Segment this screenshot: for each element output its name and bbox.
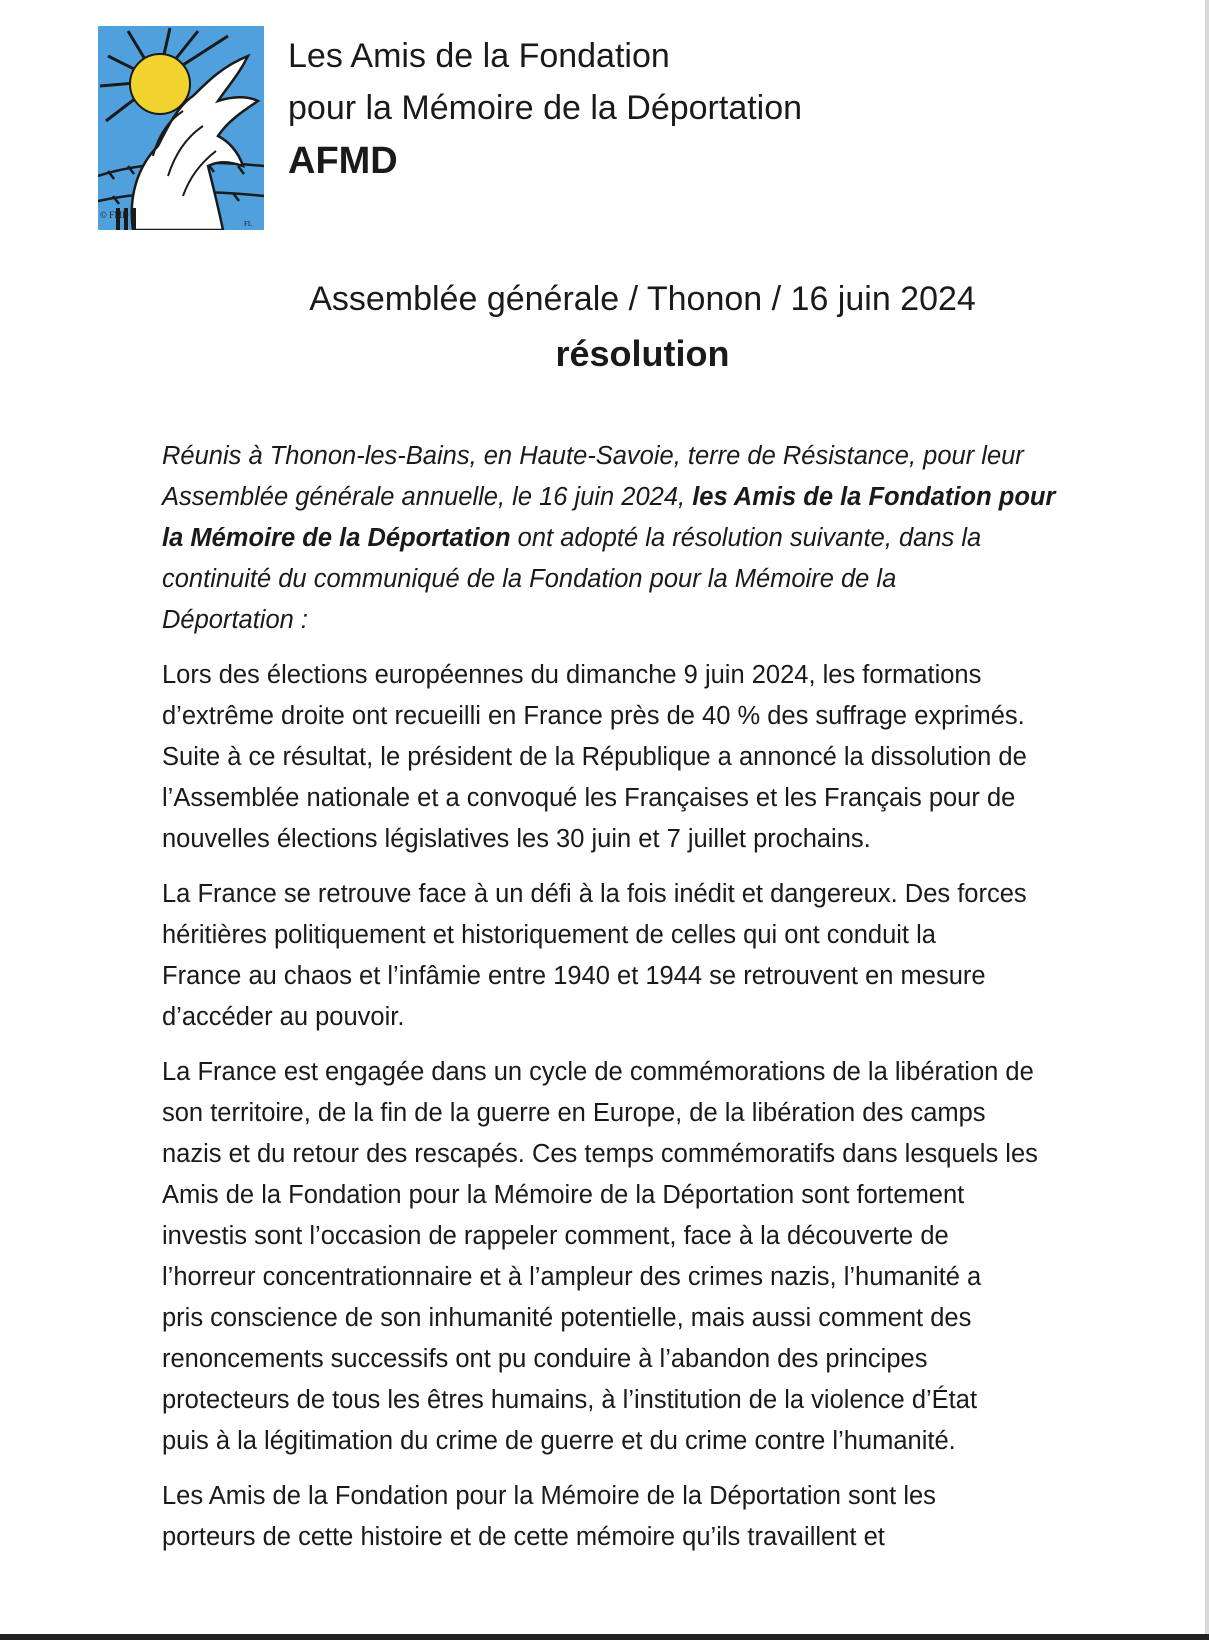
paragraph-line: La France se retrouve face à un défi à la fois inédit et dangereux. Des forces [162,880,1027,908]
org-acronym: AFMD [288,140,398,182]
paragraph-line: porteurs de cette histoire et de cette mémoire qu’ils travaillent et [162,1523,885,1551]
paragraph-line [162,518,1147,559]
paragraph-line: nouvelles élections législatives les 30 juin et 7 juillet prochains. [162,825,871,853]
paragraph-line: d’extrême droite ont recueilli en France près de 40 % des suffrage exprimés. [162,702,1025,730]
logo-signature-label: FL [244,220,253,228]
paragraph-2 [162,655,1147,860]
paragraph-bold-text: les Amis de la Fondation pour [692,483,1056,511]
paragraph-line: Amis de la Fondation pour la Mémoire de la Déportation sont fortement [162,1181,965,1209]
paragraph-3 [162,874,1147,1038]
paragraph-line: son territoire, de la fin de la guerre en Europe, de la libération des camps [162,1099,986,1127]
paragraph-text: ont adopté la résolution suivante, dans la [510,524,982,552]
paragraph-line: Réunis à Thonon-les-Bains, en Haute-Savoie, terre de Résistance, pour leur [162,442,1024,470]
paragraph-5 [162,1476,1147,1558]
paragraph-line: France au chaos et l’infâmie entre 1940 et 1944 se retrouvent en mesure [162,962,986,990]
paragraph-line: investis sont l’occasion de rappeler comment, face à la découverte de [162,1222,949,1250]
paragraph-line: continuité du communiqué de la Fondation pour la Mémoire de la [162,565,897,593]
paragraph-line: pris conscience de son inhumanité potentielle, mais aussi comment des [162,1304,972,1332]
paragraph-line: Les Amis de la Fondation pour la Mémoire de la Déportation sont les [162,1482,936,1510]
paragraph-line: d’accéder au pouvoir. [162,1003,405,1031]
paragraph-line: La France est engagée dans un cycle de commémorations de la libération de [162,1058,1034,1086]
paragraph-line: Lors des élections européennes du dimanche 9 juin 2024, les formations [162,661,982,689]
paragraph-line: nazis et du retour des rescapés. Ces temps commémoratifs dans lesquels les [162,1140,1038,1168]
paragraph-line: protecteurs de tous les êtres humains, à l’institution de la violence d’État [162,1386,978,1414]
paragraph-4 [162,1052,1147,1462]
paragraph-line: l’Assemblée nationale et a convoqué les Françaises et les Français pour de [162,784,1016,812]
paragraph-1 [162,436,1147,641]
afmd-logo-icon [98,26,264,230]
title-subtitle: résolution [555,333,730,374]
org-name-line-2: pour la Mémoire de la Déportation [288,89,803,127]
document-title [0,272,1209,382]
paragraph-bold-text: la Mémoire de la Déportation [162,524,511,552]
logo-copyright-label: © FMD [100,210,129,220]
organization-header [288,30,988,188]
document-body [162,436,1147,1572]
paragraph-line: Déportation : [162,606,309,634]
paragraph-line: héritières politiquement et historiquement de celles qui ont conduit la [162,921,936,949]
title-line: Assemblée générale / Thonon / 16 juin 2024 [309,280,976,318]
paragraph-text: Assemblée générale annuelle, le 16 juin 2024, [162,483,693,511]
paragraph-line: Suite à ce résultat, le président de la République a annoncé la dissolution de [162,743,1027,771]
paragraph-line: l’horreur concentrationnaire et à l’ampleur des crimes nazis, l’humanité a [162,1263,982,1291]
page-bottom-border [0,1634,1209,1640]
paragraph-line [162,477,1147,518]
org-name-line-1: Les Amis de la Fondation [288,37,670,75]
paragraph-line: puis à la légitimation du crime de guerre et du crime contre l’humanité. [162,1427,956,1455]
paragraph-line: renoncements successifs ont pu conduire à l’abandon des principes [162,1345,928,1373]
